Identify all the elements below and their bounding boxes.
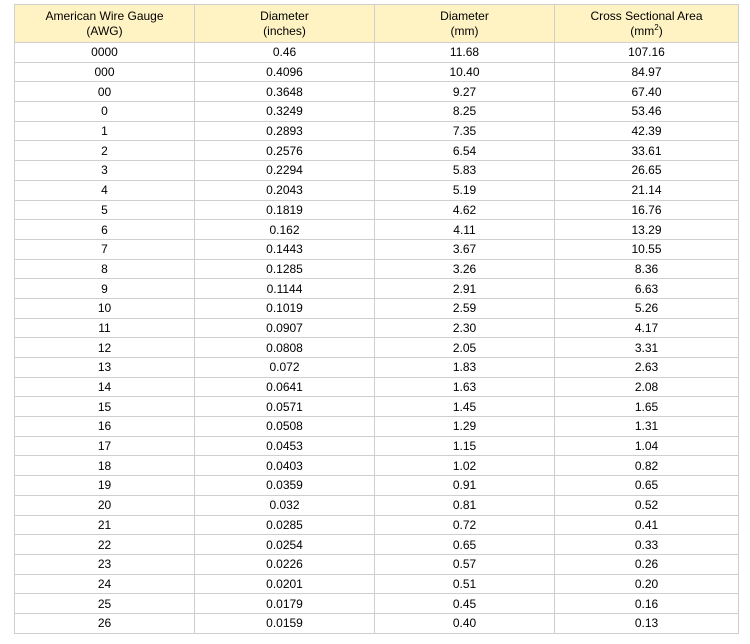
cell-diameter-inches: 0.0403 xyxy=(195,456,375,476)
cell-diameter-inches: 0.3648 xyxy=(195,82,375,102)
cell-diameter-mm: 0.51 xyxy=(375,574,555,594)
cell-awg: 7 xyxy=(15,239,195,259)
cell-area-mm2: 0.20 xyxy=(555,574,739,594)
cell-diameter-inches: 0.0285 xyxy=(195,515,375,535)
cell-area-mm2: 0.26 xyxy=(555,554,739,574)
header-awg-line1: American Wire Gauge xyxy=(45,8,164,23)
cell-diameter-mm: 1.45 xyxy=(375,397,555,417)
cell-awg: 6 xyxy=(15,220,195,240)
cell-diameter-mm: 6.54 xyxy=(375,141,555,161)
header-area-unit-superscript: 2 xyxy=(654,22,659,32)
cell-diameter-mm: 3.67 xyxy=(375,239,555,259)
cell-awg: 4 xyxy=(15,180,195,200)
cell-diameter-mm: 8.25 xyxy=(375,102,555,122)
cell-diameter-mm: 1.83 xyxy=(375,358,555,378)
cell-awg: 9 xyxy=(15,279,195,299)
cell-area-mm2: 84.97 xyxy=(555,62,739,82)
cell-diameter-mm: 0.40 xyxy=(375,613,555,633)
cell-area-mm2: 0.65 xyxy=(555,476,739,496)
cell-area-mm2: 10.55 xyxy=(555,239,739,259)
cell-area-mm2: 67.40 xyxy=(555,82,739,102)
cell-area-mm2: 2.63 xyxy=(555,358,739,378)
cell-diameter-inches: 0.0808 xyxy=(195,338,375,358)
cell-awg: 0000 xyxy=(15,43,195,63)
cell-diameter-inches: 0.0201 xyxy=(195,574,375,594)
cell-area-mm2: 107.16 xyxy=(555,43,739,63)
cell-diameter-inches: 0.0571 xyxy=(195,397,375,417)
cell-diameter-mm: 0.45 xyxy=(375,594,555,614)
cell-diameter-mm: 4.11 xyxy=(375,220,555,240)
cell-diameter-inches: 0.0159 xyxy=(195,613,375,633)
cell-area-mm2: 53.46 xyxy=(555,102,739,122)
cell-diameter-inches: 0.0453 xyxy=(195,436,375,456)
cell-awg: 22 xyxy=(15,535,195,555)
cell-area-mm2: 6.63 xyxy=(555,279,739,299)
cell-awg: 16 xyxy=(15,417,195,437)
table-row xyxy=(15,495,739,515)
cell-diameter-mm: 2.91 xyxy=(375,279,555,299)
cell-awg: 1 xyxy=(15,121,195,141)
table-row xyxy=(15,436,739,456)
cell-diameter-inches: 0.1285 xyxy=(195,259,375,279)
cell-diameter-inches: 0.0907 xyxy=(195,318,375,338)
cell-diameter-mm: 10.40 xyxy=(375,62,555,82)
awg-table xyxy=(14,4,739,634)
cell-diameter-mm: 1.29 xyxy=(375,417,555,437)
cell-area-mm2: 0.16 xyxy=(555,594,739,614)
cell-diameter-mm: 0.72 xyxy=(375,515,555,535)
table-row xyxy=(15,62,739,82)
cell-awg: 15 xyxy=(15,397,195,417)
table-body xyxy=(15,43,739,634)
cell-diameter-mm: 0.57 xyxy=(375,554,555,574)
cell-diameter-mm: 5.83 xyxy=(375,161,555,181)
table-row xyxy=(15,82,739,102)
cell-diameter-inches: 0.0641 xyxy=(195,377,375,397)
cell-awg: 2 xyxy=(15,141,195,161)
cell-diameter-mm: 5.19 xyxy=(375,180,555,200)
cell-area-mm2: 0.41 xyxy=(555,515,739,535)
cell-diameter-mm: 3.26 xyxy=(375,259,555,279)
table-row xyxy=(15,456,739,476)
table-row xyxy=(15,180,739,200)
cell-awg: 000 xyxy=(15,62,195,82)
cell-awg: 11 xyxy=(15,318,195,338)
cell-diameter-mm: 1.63 xyxy=(375,377,555,397)
header-diameter-mm xyxy=(375,5,555,43)
table-row xyxy=(15,535,739,555)
cell-diameter-inches: 0.072 xyxy=(195,358,375,378)
cell-awg: 14 xyxy=(15,377,195,397)
table-row xyxy=(15,102,739,122)
cell-area-mm2: 0.13 xyxy=(555,613,739,633)
cell-awg: 23 xyxy=(15,554,195,574)
table-row xyxy=(15,141,739,161)
cell-awg: 24 xyxy=(15,574,195,594)
cell-area-mm2: 0.33 xyxy=(555,535,739,555)
cell-awg: 19 xyxy=(15,476,195,496)
cell-awg: 5 xyxy=(15,200,195,220)
cell-awg: 0 xyxy=(15,102,195,122)
table-row xyxy=(15,259,739,279)
table-header xyxy=(15,5,739,43)
cell-awg: 21 xyxy=(15,515,195,535)
cell-area-mm2: 2.08 xyxy=(555,377,739,397)
table-row xyxy=(15,574,739,594)
table-row xyxy=(15,613,739,633)
cell-awg: 10 xyxy=(15,298,195,318)
table-row xyxy=(15,298,739,318)
table-row xyxy=(15,515,739,535)
table-row xyxy=(15,200,739,220)
cell-diameter-mm: 0.65 xyxy=(375,535,555,555)
table-row xyxy=(15,338,739,358)
cell-awg: 25 xyxy=(15,594,195,614)
cell-awg: 20 xyxy=(15,495,195,515)
cell-awg: 3 xyxy=(15,161,195,181)
cell-area-mm2: 4.17 xyxy=(555,318,739,338)
cell-diameter-inches: 0.0226 xyxy=(195,554,375,574)
cell-diameter-mm: 2.05 xyxy=(375,338,555,358)
cell-area-mm2: 1.31 xyxy=(555,417,739,437)
header-diameter-inches-line2: (inches) xyxy=(263,23,306,38)
cell-diameter-inches: 0.1019 xyxy=(195,298,375,318)
cell-diameter-mm: 2.30 xyxy=(375,318,555,338)
cell-diameter-inches: 0.1819 xyxy=(195,200,375,220)
header-area-line2 xyxy=(555,24,738,39)
header-diameter-mm-line1: Diameter xyxy=(440,8,489,23)
cell-diameter-mm: 0.81 xyxy=(375,495,555,515)
cell-area-mm2: 3.31 xyxy=(555,338,739,358)
cell-area-mm2: 8.36 xyxy=(555,259,739,279)
cell-area-mm2: 1.65 xyxy=(555,397,739,417)
cell-diameter-inches: 0.46 xyxy=(195,43,375,63)
table-row xyxy=(15,318,739,338)
cell-diameter-mm: 2.59 xyxy=(375,298,555,318)
cell-diameter-inches: 0.2043 xyxy=(195,180,375,200)
header-diameter-inches-line1: Diameter xyxy=(260,8,309,23)
cell-area-mm2: 33.61 xyxy=(555,141,739,161)
cell-awg: 13 xyxy=(15,358,195,378)
cell-area-mm2: 1.04 xyxy=(555,436,739,456)
header-row xyxy=(15,5,739,43)
cell-diameter-inches: 0.0359 xyxy=(195,476,375,496)
cell-diameter-mm: 0.91 xyxy=(375,476,555,496)
table-row xyxy=(15,476,739,496)
table-row xyxy=(15,121,739,141)
cell-diameter-inches: 0.0508 xyxy=(195,417,375,437)
header-area-unit-suffix: ) xyxy=(658,23,663,38)
table-row xyxy=(15,161,739,181)
cell-diameter-inches: 0.0179 xyxy=(195,594,375,614)
table-row xyxy=(15,358,739,378)
header-awg-line2: (AWG) xyxy=(86,23,123,38)
table-row xyxy=(15,43,739,63)
cell-diameter-mm: 11.68 xyxy=(375,43,555,63)
header-area-unit-prefix: (mm xyxy=(630,23,655,38)
cell-area-mm2: 5.26 xyxy=(555,298,739,318)
cell-area-mm2: 0.82 xyxy=(555,456,739,476)
cell-diameter-inches: 0.162 xyxy=(195,220,375,240)
table-row xyxy=(15,377,739,397)
table-row xyxy=(15,239,739,259)
cell-diameter-inches: 0.1144 xyxy=(195,279,375,299)
table-row xyxy=(15,397,739,417)
cell-awg: 26 xyxy=(15,613,195,633)
cell-diameter-inches: 0.1443 xyxy=(195,239,375,259)
cell-diameter-mm: 7.35 xyxy=(375,121,555,141)
header-diameter-mm-line2: (mm) xyxy=(450,23,479,38)
cell-diameter-inches: 0.2294 xyxy=(195,161,375,181)
header-area-line1: Cross Sectional Area xyxy=(590,8,703,23)
table-row xyxy=(15,594,739,614)
cell-area-mm2: 13.29 xyxy=(555,220,739,240)
cell-awg: 18 xyxy=(15,456,195,476)
cell-diameter-inches: 0.032 xyxy=(195,495,375,515)
cell-area-mm2: 21.14 xyxy=(555,180,739,200)
cell-diameter-mm: 4.62 xyxy=(375,200,555,220)
cell-diameter-inches: 0.0254 xyxy=(195,535,375,555)
cell-area-mm2: 42.39 xyxy=(555,121,739,141)
table-row xyxy=(15,220,739,240)
cell-diameter-inches: 0.4096 xyxy=(195,62,375,82)
cell-awg: 12 xyxy=(15,338,195,358)
cell-awg: 17 xyxy=(15,436,195,456)
cell-awg: 8 xyxy=(15,259,195,279)
cell-area-mm2: 0.52 xyxy=(555,495,739,515)
table-row xyxy=(15,417,739,437)
cell-diameter-inches: 0.2576 xyxy=(195,141,375,161)
cell-diameter-inches: 0.2893 xyxy=(195,121,375,141)
header-diameter-inches xyxy=(195,5,375,43)
awg-table-container xyxy=(14,4,738,634)
table-row xyxy=(15,279,739,299)
header-cross-sectional-area xyxy=(555,5,739,43)
cell-diameter-inches: 0.3249 xyxy=(195,102,375,122)
cell-area-mm2: 16.76 xyxy=(555,200,739,220)
header-awg xyxy=(15,5,195,43)
cell-area-mm2: 26.65 xyxy=(555,161,739,181)
cell-awg: 00 xyxy=(15,82,195,102)
cell-diameter-mm: 1.15 xyxy=(375,436,555,456)
cell-diameter-mm: 9.27 xyxy=(375,82,555,102)
cell-diameter-mm: 1.02 xyxy=(375,456,555,476)
table-row xyxy=(15,554,739,574)
